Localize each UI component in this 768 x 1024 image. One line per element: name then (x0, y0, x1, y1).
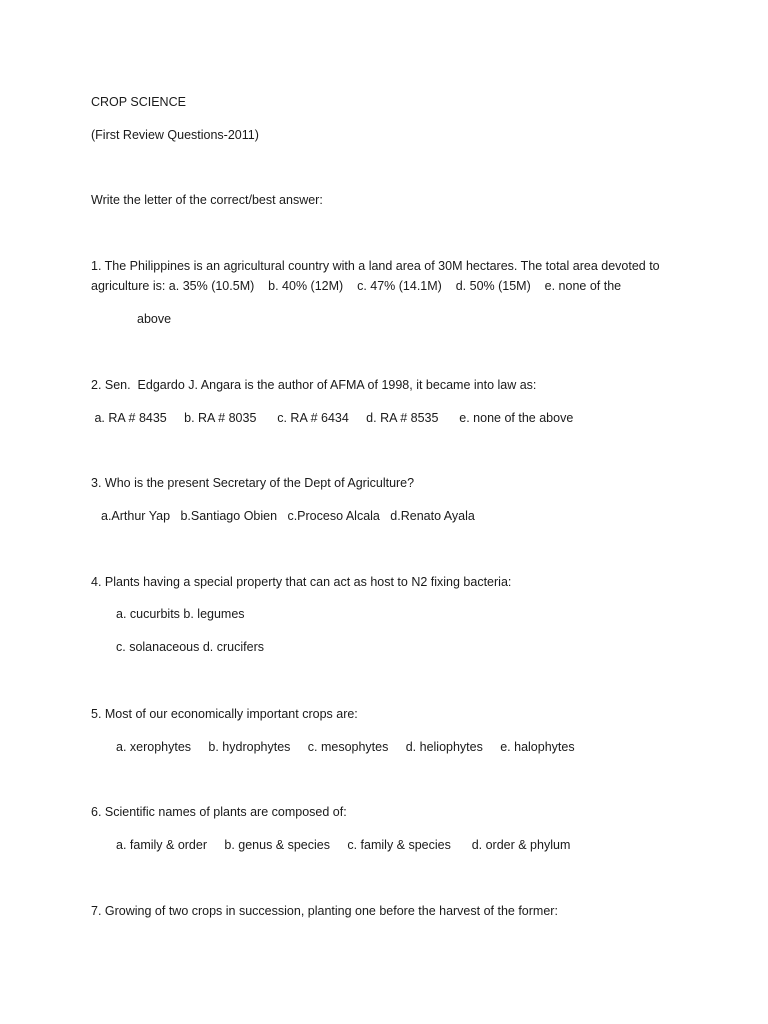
question-3-options: a.Arthur Yap b.Santiago Obien c.Proceso Alcala d.Renato Ayala (101, 509, 475, 523)
question-3-stem: 3. Who is the present Secretary of the Dept of Agriculture? (91, 476, 415, 490)
question-4-options-row-1: a. cucurbits b. legumes (116, 607, 245, 621)
question-5-options: a. xerophytes b. hydrophytes c. mesophytes d. heliophytes e. halophytes (116, 740, 575, 754)
question-1-options: agriculture is: a. 35% (10.5M) b. 40% (12M) c. 47% (14.1M) d. 50% (15M) e. none of the (91, 279, 622, 293)
question-5-stem: 5. Most of our economically important crops are: (91, 707, 358, 721)
question-6-options: a. family & order b. genus & species c. family & species d. order & phylum (116, 838, 571, 852)
question-7-stem: 7. Growing of two crops in succession, planting one before the harvest of the former: (91, 904, 558, 918)
document-subtitle: (First Review Questions-2011) (91, 128, 259, 142)
document-title: CROP SCIENCE (91, 95, 186, 109)
question-1-options-continued: above (137, 312, 172, 326)
question-6-stem: 6. Scientific names of plants are composed of: (91, 805, 347, 819)
question-4-options-row-2: c. solanaceous d. crucifers (116, 640, 264, 654)
question-4-stem: 4. Plants having a special property that can act as host to N2 fixing bacteria: (91, 575, 512, 589)
question-2-stem: 2. Sen. Edgardo J. Angara is the author of AFMA of 1998, it became into law as: (91, 378, 537, 392)
instruction-text: Write the letter of the correct/best answer: (91, 193, 323, 207)
question-2-options: a. RA # 8435 b. RA # 8035 c. RA # 6434 d. RA # 8535 e. none of the above (91, 411, 574, 425)
question-1-stem: 1. The Philippines is an agricultural country with a land area of 30M hectares. The total area devoted to (91, 259, 660, 273)
